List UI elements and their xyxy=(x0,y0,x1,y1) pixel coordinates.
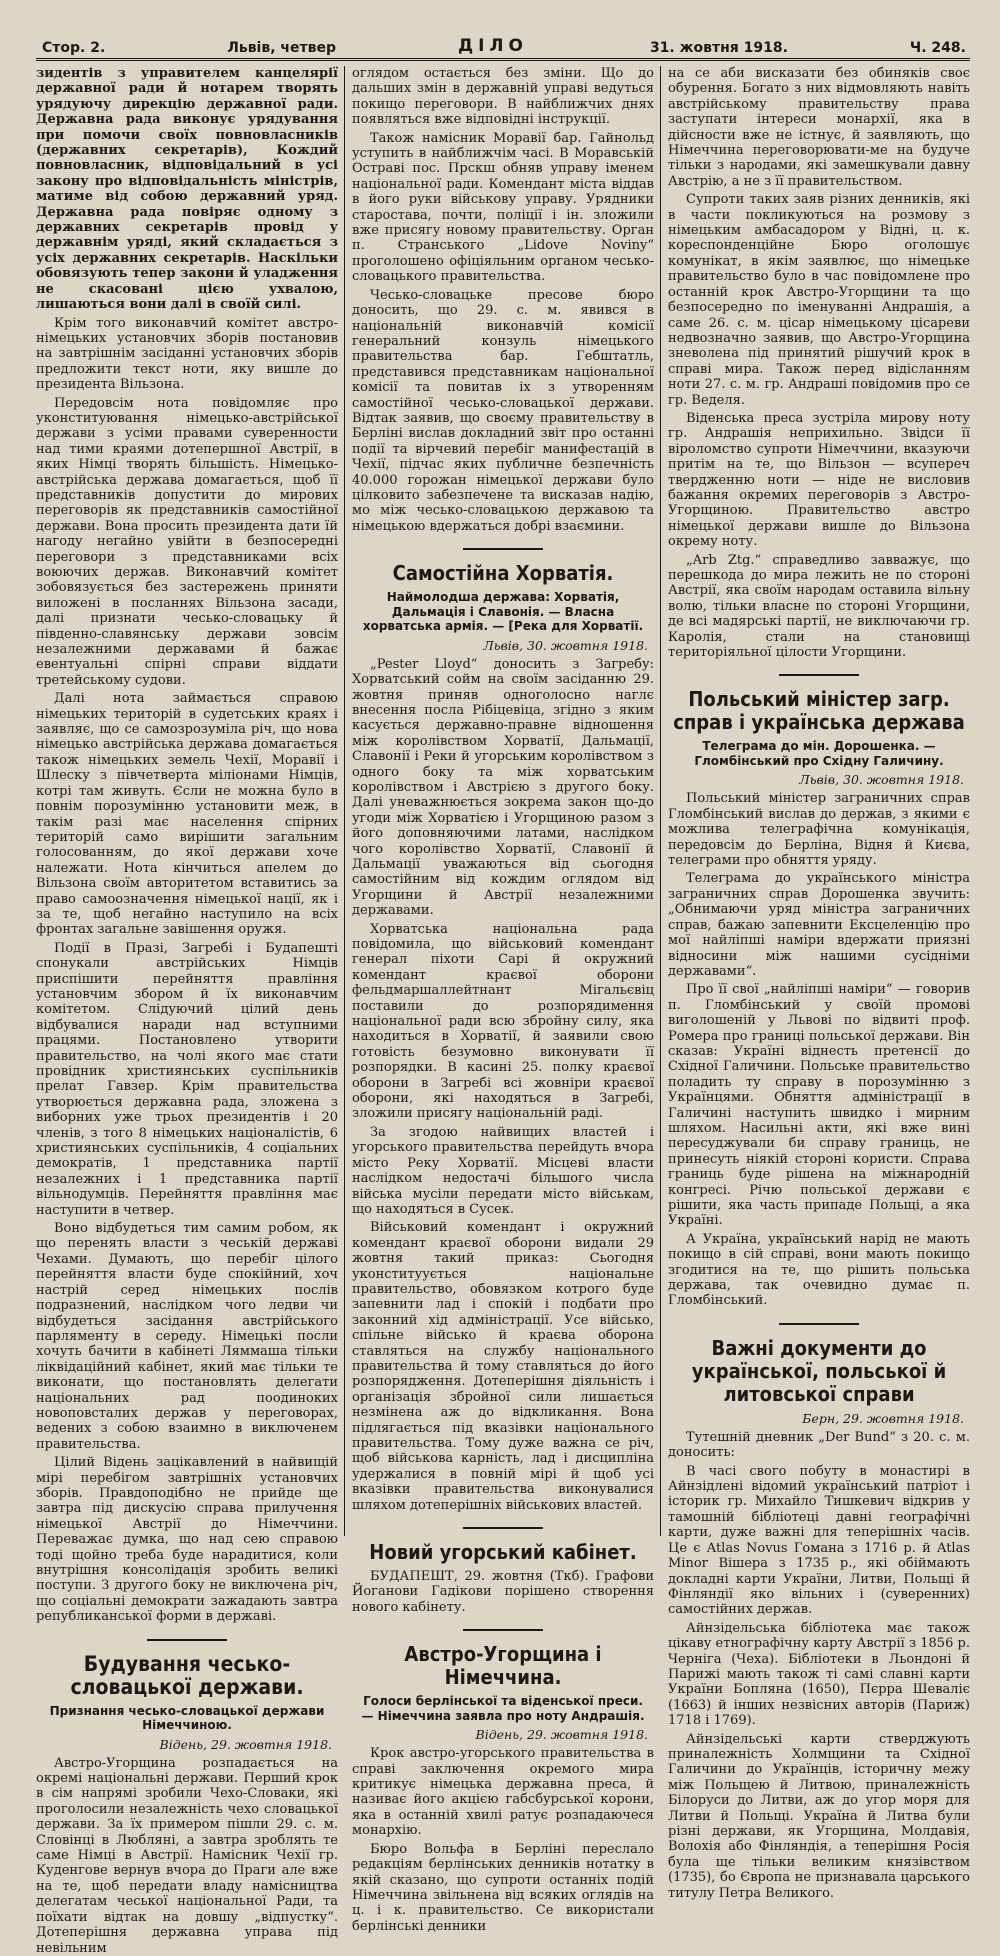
columns xyxy=(36,66,972,1956)
headline-documents: Важні документи до української, польської й литовської справи xyxy=(691,1335,947,1406)
article-paragraph: Айнзідельська бібліотека має також цікаву етнографічну карту Австрії з 1856 р. Черніга (Чеха). Бібліотеки в Льондоні й Парижі мають також ті самі славні карти України Бопляна (1650), Пєрра Шеваліє (1663) й інших незвісних авторів (Париж) 1718 і 1769). xyxy=(668,1620,970,1729)
dateline: Львів, 30. жовтня 1918. xyxy=(483,637,648,653)
dateline: Львів, 30. жовтня 1918. xyxy=(799,772,964,788)
column-rule xyxy=(660,66,661,1536)
article-paragraph: А Україна, український нарід не мають покищо в сій справі, вони мають покищо згодитися на те, що рішить польська держава, так очевидно думає п. Гломбінський. xyxy=(668,1231,970,1309)
column-3 xyxy=(668,66,970,1901)
article-paragraph: Польський міністер заграничних справ Гломбінський вислав до держав, з якими є можлива телеграфічна комунікація, передовсім до Берліна, Відня й Києва, телеграми про обняття уряду. xyxy=(668,791,970,869)
article-paragraph: Віденська преса зустріла мирову ноту гр. Андрашія неприхильно. Звідси її віроломство супроти Німеччини, вказуючи притім на те, що Вільзон — всупереч твердженню ноти — ніде не висловив бажання окремих переговорів з Австро-Угорщиною. Правительство австро німецької держави вишле до Вільзона окрему ноту. xyxy=(668,410,970,550)
article-paragraph: Передовсім нота повідомляє про уконституювання німецько-австрійської держави з усіми правами суверенности над тими краями дотепершної Австрії, в яких Німці творять більшість. Німецько-австрійська держава домагається, щоб її представників допустити до мирових переговорів як представників самостійної держави. Вона просить президента дати їй нагоду негайно увійти в безпосередні переговори з представниками всіх воюючих держав. Виконавчий комітет зобовязується без застережень приняти виложені в посланнях Вільзона засади, далі признати чесько-словацьку й південно-славянську держави зовсім незалежними державами й бажає евентуальні спірні справи віддати третейському судови. xyxy=(36,395,338,688)
section-divider xyxy=(463,1629,543,1631)
column-2 xyxy=(352,66,654,1934)
article-paragraph: В часі свого побуту в монастирі в Айнзідлені відомий український патріот і історик гр. Михайло Тишкевич відкрив у тамошній бібліотеці давні географічні карти, дуже важні для теперішніх часів. Це є Atlas Novus Гомана з 1716 р. й Atlas Minor Вішера з 1735 р., які обіймають докладні карти України, Литви, Польщі й Фінляндії яко вільних і (суверенних) самостійних держав. xyxy=(668,1463,970,1618)
dateline: Відень, 29. жовтня 1918. xyxy=(475,1727,648,1743)
article-paragraph: Також намісник Моравії бар. Гайнольд уступить в найближчім часі. В Моравській Остраві пос. Прскш обняв управу іменем національної ради. Комендант міста віддав в його руки військову управу. Урядники старостава, почти, поліції і ін. зложили вже присягу новому правительству. Орган п. Странського „Lidove Noviny“ проголошено офіціяльним органом чесько-словацького правительства. xyxy=(352,130,654,285)
section-divider xyxy=(463,548,543,550)
article-paragraph: Тутешній дневник „Der Bund“ з 20. с. м. доносить: xyxy=(668,1429,970,1461)
article-paragraph: Цілий Відень зацікавлений в найвищій мірі перебігом завтрішніх установчих зборів. Правдоподібно не прийде ще завтра під дискусію справа прилучення німецької Австрії до Німеччини. Переважає думка, що над сею справою тоді щойно треба буде нарадитися, коли внутрішня консолідація зробить великі поступи. З другого боку не виключена річ, що соціальні демократи зажадають завтра републиканської форми в державі. xyxy=(36,1455,338,1625)
paper-title: ДІЛО xyxy=(457,36,528,56)
column-1 xyxy=(36,66,338,1956)
issue-number: Ч. 248. xyxy=(909,40,966,56)
headline-czechoslovak-state: Будування чесько-словацької держави. xyxy=(70,1651,304,1699)
article-paragraph: Австро-Угорщина розпадається на окремі національні держави. Перший крок в сім напрямі зробили Чехо-Словаки, які проголосили незалежність чехо словацької держави. За їх примером пішли 29. с. м. Словінці в Любляні, а завтра зроблять те саме Німці в Австрії. Намісник Чехії гр. Куденгове вернув вчора до Праги але вже на те, щоб передати владу намісництва делегатам чеської національної Ради, та поїхати відтак на довшу „відпустку“. Дотеперішня державна управа під невільним xyxy=(36,1755,338,1956)
article-paragraph: Чесько-словацьке пресове бюро доносить, що 29. с. м. явився в національній виконавчій комісії генеральний конзуль німецького правительства бар. Гебштатль, представився представникам національної комісії та повитав іх з утворенням самостійної чесько-словацької держави. Відтак заявив, що своєму правительству в Берліні вислав докладний звіт про останні події та вірчевий перебіг манифестацій в Чехії, підчас яких публичне безпечність 40.000 горожан німецької держави було цілковито забезпечене та висказав надію, мо між чесько-словацькою державою та німецькою вдержаться добрі взаємини. xyxy=(352,287,654,534)
page-number: Стор. 2. xyxy=(42,40,106,56)
masthead xyxy=(36,30,970,61)
article-paragraph: Айнзідельські карти стверджують приналежність Холмщини та Східної Галичини до Українців, історичну межу між Польщею й Литвою, приналежність Білоруси до Литви, аж до угор моря для Литви й Польщі. Україна й Литва були різні держави, як Угорщина, Молдавія, Волохія або Фінляндія, а теперішня Росія була ще тільки великим князівством (1735), бо Європа не признавала царського титулу Петра Великого. xyxy=(668,1731,970,1901)
article-paragraph: Крок австро-угорського правительства в справі заключення окремого мира критикує німецька державна преса, й називає його акцією габсбурської корони, яка в останній хвилі ратує розпадаючеся монархію. xyxy=(352,1746,654,1839)
article-paragraph: БУДАПЕШТ, 29. жовтня (Ткб). Графови Йоганови Гадікови порішено створення нового кабінету. xyxy=(352,1569,654,1615)
section-divider xyxy=(779,1323,859,1325)
article-paragraph: Бюро Вольфа в Берліні переслало редакціям берлінських денників нотатку в якій сказано, що супроти останніх подій Німеччина звільнена від всяких оглядів на ц. і к. правительство. Се використали берлінські денники xyxy=(352,1841,654,1934)
city-day: Львів, четвер xyxy=(227,40,337,56)
dateline: Берн, 29. жовтня 1918. xyxy=(802,1410,964,1426)
section-divider xyxy=(147,1639,227,1641)
dateline: Відень, 29. жовтня 1918. xyxy=(159,1736,332,1752)
section-divider xyxy=(463,1527,543,1529)
article-paragraph: Далі нота займається справою німецьких територій в судетських краях і заявляє, що се самозрозуміла річ, що нова німецько австрійська держава домагається також німецьких земель Чехії, Моравії і Шлеску з півчетверта міліонами Німців, котрі там живуть. Єсли не можна було в повнім порозумінню установити меж, в такім разі має населення спірних територій само вирішити загальним голосованням, до якої держави хоче належати. Нота кінчиться апелем до Вільзона своїм авторитетом вставитись за право самоозначення німецької нації, як і за те, щоб негайно наступило на всіх фронтах загальне завішення оружя. xyxy=(36,691,338,938)
headline-polish-minister: Польський міністер загр. справ і українська держава xyxy=(673,687,965,735)
article-paragraph: Крім того виконавчий комітет австро-німецьких установчих зборів постановив на завтрішнім засіданні установчих зборів предложити текст ноти, яку вишле до президента Вільзона. xyxy=(36,315,338,393)
article-paragraph: Телеграма до українського міністра заграничних справ Дорошенка звучить: „Обнимаючи уряд міністра заграничних справ, бажаю запевнити Ексцеленцію про мої найліпші наміри вдержати приязні відносини між нашими сусідніми державами“. xyxy=(668,871,970,979)
article-paragraph: зидентів з управителем канцелярії державної ради й нотарем творять урядуючу дирекцію державної ради. Державна рада виконує урядування при помочи своїх повновласників (державних секретарів), Кождий повновласник, відповідальний в усі закону про відповідальність міністрів, матиме від собою державний уряд. Державна рада повіряє одному з державних секретарів провід у державнім уряді, який складається з усіх державних секретарів. Наскільки обовязують тепер закони й уладження не скасовані цією ухвалою, лишаються вони далі в своїй силі. xyxy=(36,66,338,313)
issue-date: 31. жовтня 1918. xyxy=(649,40,788,56)
article-paragraph: Хорватська національна рада повідомила, що військовий комендант генерал піхоти Сарі й окружний комендант краєвої оборони фельдмаршаллейтнант Мігальєвіц поставили до розпорядимення національної ради всю збройну силу, яка находиться в Хорватії, й заявили свою готовість безумовно виконувати її розпорядки. В касині 25. полку краєвої оборони в Загребі всі жовніри краєвої оборони, які находяться в Загребі, зложили присягу національній раді. xyxy=(352,921,654,1122)
headline-hungarian-cabinet: Новий угорський кабінет. xyxy=(369,1540,637,1565)
section-divider xyxy=(779,674,859,676)
subheadline: Телеграма до мін. Дорошенка. — Гломбінський про Східну Галичину. xyxy=(694,739,944,768)
subheadline: Голоси берлінської та віденської преси. — Німеччина заявла про ноту Андрашія. xyxy=(361,1694,645,1723)
column-rule xyxy=(344,66,345,1536)
article-paragraph: Події в Празі, Загребі і Будапешті спонукали австрійських Німців приспішити перейняття правління установчим збором й їх виконавчим комітетом. Слідуючий цілий день відбувалися наради над вступними працями. Постановлено утворити правительство, на чолі якого має стати провідник християнських суспільників прелат Гавзер. Крім правительства утворюється державна рада, зложена з виборних уже трьох президентів і 20 членів, з того 8 німецьких націоналістів, 6 християнських суспільників, 4 соціальних демократів, 1 представника партії незалежних і 1 представника партії вільнодумців. Перейняття правління має наступити в четвер. xyxy=(36,940,338,1218)
article-paragraph: Про її свої „найліпші наміри“ — говорив п. Гломбінський у своїй промові виголошеній у Львові по відвиті проф. Ромера про границі польської держави. Він сказав: Україні віднесть претенсії до Східної Галичини. Польське правительство поладить ту справу в порозумінню з Українцями. Обняття адміністрації в Галичині наступить швидко і мирним шляхом. Насильні акти, які вже вині пересуджували би справу границь, не принесуть ніякій стороні користи. Справа границь буде рішена на міжнародній конгресі. Річю польської держави є рішити, яка часть припаде Польщі, а яка Україні. xyxy=(668,982,970,1229)
article-paragraph: на се аби висказати без обиняків своє обурення. Богато з них відмовляють навіть австрійському правительству права заступати інтереси монархії, яка в дійсности вже не істнує, й заявляють, що Німеччина переговорювати-ме на будуче тільки з народами, які замешкували давну Австрію, а не з її правительством. xyxy=(668,66,970,189)
article-paragraph: Військовий комендант і окружний комендант краєвої оборони видали 29 жовтня такий приказ: Сьогодня уконституується національне правительство, обовязком котрого буде запевнити лад і спокій і подбати про законний хід адміністрації. Усе військо, спільне військо й краєва оборона ставляться на службу національного правительства й тому ставляться до його розпорядження. Дотеперішня діяльність і організація збройної сили лишається незмінена аж до відкликання. Вона підлягається під вказівки національного правительства. Тому дуже важна се річ, щоб військова карність, лад і дисципліна удержалися в повній мірі й щоб усі вказівки правительства виконувалися шляхом дотеперішніх військових властей. xyxy=(352,1220,654,1513)
article-paragraph: оглядом остається без зміни. Що до дальших змін в державній управі ведуться покищо переговори. В найближчих днях появляться вже відповідні інструкції. xyxy=(352,66,654,128)
subheadline: Наймолодша держава: Хорватія, Дальмація і Славонія. — Власна хорватська армія. — [Река для Хорватії. xyxy=(362,590,644,634)
subheadline: Признання чесько-словацької держави Німеччиною. xyxy=(49,1703,325,1733)
article-paragraph: Воно відбудеться тим самим робом, як що перенять власти з чеській державі Чехами. Думають, що перебіг цілого перейняття власти буде спокійний, хоч настрій серед німецьких послів подразнений, наслідком чого ледви чи відбудеться засідання австрійського парляменту в середу. Німецькі посли хочуть бачити в кабінеті Ляммаша тільки ліквідаційний кабінет, який має тільки те виконати, що постановлять делегати національних рад поодиноких новоповсталих держав у переговорах, ведених з собою взаимно в виключенем правительства. xyxy=(36,1221,338,1452)
article-paragraph: Супроти таких заяв різних денників, які в части покликуються на розмову з німецьким амбасадором у Відні, ц. к. кореспонденційне Бюро оголошує комунікат, в якім заявлює, що німецьке правительство було в час повідомлене про останній крок Австро-Угорщини та що безпосередно по іменуванні Андрашія, а саме 26. с. м. цісар німецькому цісареви недвозначно заявив, що Австро-Угорщина зневолена під принятий рішучий крок в справі мира. Також перед відісланням ноти 27. с. м. гр. Андраші повідомив про се гр. Веделя. xyxy=(668,192,970,408)
article-paragraph: „Arb Ztg.“ справедливо завважує, що перешкода до мира лежить не по стороні Австрії, яка своїм народам оставила вільну волю, тільки власне по стороні Угорщини, де всі мадярські партії, не виключаючи гр. Каролія, стали на становищі територіяльної цілости Угорщини. xyxy=(668,552,970,661)
article-paragraph: „Pester Lloyd“ доносить з Загребу: Хорватський сойм на своїм засіданню 29. жовтня приняв одноголосно наглє внесення посла Рібіцевіца, згідно з яким касується державно-правне відношення між королівством Хорватії, Дальмації, Славонії і Реки й угорським королівством з одного боку та між хорватським королівством і Австрією з другого боку. Далі уневажнюється зокрема закон що-до угоди між Хорватією і Угорщиною разом з його доповняючими латами, наслідком чого королівство Хорватії, Славонії й Дальмації уважаються від сьогодня самостійним від кождим оглядом від Угорщини й Австрії незалежними державами. xyxy=(352,656,654,919)
headline-austria-germany: Австро-Угорщина і Німеччина. xyxy=(404,1642,602,1690)
headline-croatia: Самостійна Хорватія. xyxy=(392,561,614,586)
article-paragraph: За згодою найвищих властей і угорського правительства перейдуть вчора місто Реку Хорватії. Місцеві власти наслідком недостачі більшого числа війська мусіли передати місто військам, що находяться в Сусек. xyxy=(352,1124,654,1217)
